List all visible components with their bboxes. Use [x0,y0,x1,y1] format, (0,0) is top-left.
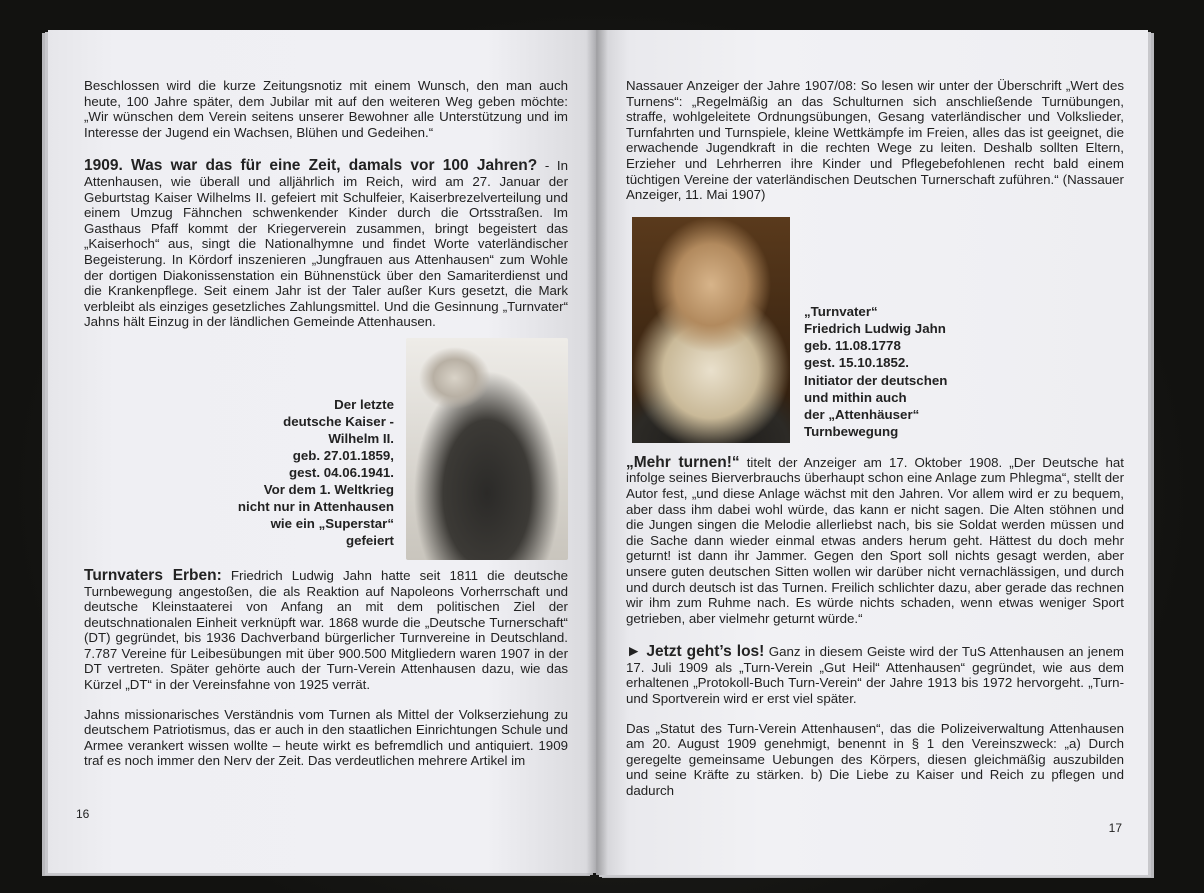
jahn-portrait [632,217,790,443]
left-intro-paragraph: Beschlossen wird die kurze Zeitungsnotiz mit einem Wunsch, den man auch heute, 100 Jahre später, dem Jubilar mit auf den weiteren Weg geben möchte: „Wir wünschen dem Verein seitens unserer Bewohner alle Unterstützung und im Interesse der Jugend ein Wachsen, Blühen und Gedeihen.“ [84,78,568,140]
section-mehr-turnen-paragraph [626,455,1124,627]
jahn-caption-line: und mithin auch [804,389,907,405]
kaiser-caption-line: wie ein „Superstar“ [270,515,394,531]
page-number-left: 16 [76,807,90,822]
kaiser-caption-line: gest. 04.06.1941. [289,464,394,480]
jahn-caption-line: Initiator der deutschen [804,372,948,388]
section-jetzt-gehts-los-text: Ganz in diesem Geiste wird der TuS Attenhausen an jenem 17. Juli 1909 als „Turn-Verein „Gut Heil“ Attenhausen“ gegründet, wie aus dem erhaltenen „Protokoll-Buch Turn-Verein“ der Jahre 1913 bis 1972 hervorgeht. „Turn- und Sportverein wird er erst viel später. [626,644,1124,707]
page-number-right: 17 [1108,821,1122,836]
kaiser-caption [238,396,394,549]
kaiser-caption-line: Wilhelm II. [328,430,394,446]
kaiser-caption-line: deutsche Kaiser - [283,413,394,429]
section-1909-paragraph [84,158,568,330]
kaiser-figure [84,338,568,560]
jahn-figure [632,217,1124,443]
jahn-caption-line: gest. 15.10.1852. [804,355,909,371]
section-jahn-paragraph: Jahns missionarisches Verständnis vom Turnen als Mittel der Volkserziehung zu deutschem Patriotismus, das er auch in den staatlichen Einrichtungen Schule und Armee verankert wissen wollte – heute wirkt es befremdlich und antiquiert. 1909 traf es noch immer den Nerv der Zeit. Das verdeutlichen mehrere Artikel im [84,706,568,769]
jahn-caption-line: geb. 11.08.1778 [804,338,901,354]
kaiser-caption-line: geb. 27.01.1859, [292,447,394,463]
book-gutter [586,30,608,875]
jahn-caption [804,303,947,441]
section-statut-paragraph: Das „Statut des Turn-Verein Attenhausen“, das die Polizeiverwaltung Attenhausen am 20. August 1909 genehmigt, benennt in § 1 den Vereinszweck: „a) Durch geregelte gemeinsame Uebungen des Körpers, diesen gleichmäßig auszubilden und seine Kräfte zu stärken. b) Die Liebe zu Kaiser und Reich zu pflegen und dadurch [626,720,1124,799]
section-1909-heading: 1909. Was war das für eine Zeit, damals vor 100 Jahren? [84,157,538,175]
kaiser-caption-line: nicht nur in Attenhausen [237,498,394,514]
section-erben-text: Friedrich Ludwig Jahn hatte seit 1811 die deutsche Turnbewegung angestoßen, die als Reaktion auf Napoleons Vorherrschaft und deutsche Kleinstaaterei von Anfang an mit dem politischen Ziel der deutschnationalen Einheit verknüpft war. 1868 wurde die „Deutsche Turnerschaft“ (DT) gegründet, bis 1936 Dachverband bürgerlicher Turnvereine in Deutschland. 7.787 Vereine für Leibesübungen mit über 900.500 Mitgliedern waren 1907 in der DT vertreten. Später gehörte auch der Turn-Verein Attenhausen dazu, wie das Kürzel „DT“ in der Vereinsfahne von 1925 verrät. [84,567,568,693]
kaiser-caption-line: Vor dem 1. Weltkrieg [263,481,394,497]
jahn-caption-line: Friedrich Ludwig Jahn [804,320,946,336]
section-jetzt-gehts-los-heading: ► Jetzt geht’s los! [626,643,765,661]
section-mehr-turnen-heading: „Mehr turnen!“ [626,453,740,471]
kaiser-wilhelm-portrait [406,338,568,560]
section-erben-heading: Turnvaters Erben: [84,566,222,584]
left-page [48,30,596,873]
jahn-caption-line: Turnbewegung [804,424,899,440]
jahn-caption-line: „Turnvater“ [804,303,878,319]
section-mehr-turnen-text: titelt der Anzeiger am 17. Oktober 1908. „Der Deutsche hat infolge seines Bierverbrauchs überhaupt schon eine Anlage zum Phlegma“, stellt der Autor fest, „und diese Anlage wächst mit den Jahren. Vor allem wird er zu bequem, aber dass ihm dabei wohl würde, das kann er nicht sagen. Die Alten stöhnen und die Jungen singen die Melodie allerliebst nach, bis sie Soldat werden müssen und die Sache dann wieder einmal etwas anders herum geht. Hättest du doch mehr geturnt! ist dann ihr Jammer. Gegen den Sport soll nichts gesagt werden, aber unsere guten deutschen Sitten wollen wir darüber nicht vernachlässigen, und durch und durch deutsch ist das Turnen. Freilich schlichter dazu, aber gerade das rechnen wir ihm zum Ruhme nach. Es würde nichts schaden, wenn etwas weniger Sport getrieben, aber vielmehr geturnt würde.“ [626,454,1124,626]
section-erben-paragraph [84,568,568,693]
kaiser-caption-line: gefeiert [345,532,394,548]
right-intro-paragraph: Nassauer Anzeiger der Jahre 1907/08: So lesen wir unter der Überschrift „Wert des Turnens“: „Regelmäßig an das Schulturnen sich anschließende Turnübungen, straffe, wohlgeleitete Ordnungsübungen, Gesang vaterländischer und Volkslieder, Turnfahrten und Turnspiele, kleine Wettkämpfe im Freien, alles das ist geeignet, die erwachende Jugendkraft in die rechten Wege zu leiten. Deshalb sollten Eltern, Erzieher und Lehrherren ihre Kinder und Pflegebefohlenen recht bald einem tüchtigen Vereine der vaterländischen Deutschen Turnerschaft zuführen.“ (Nassauer Anzeiger, 11. Mai 1907) [626,78,1124,203]
section-jetzt-gehts-los-paragraph [626,644,1124,706]
right-page [596,30,1148,875]
section-1909-text: - In Attenhausen, wie überall und alljährlich im Reich, wird am 27. Januar der Geburtstag Kaiser Wilhelms II. gefeiert mit Schulfeier, Kaiserbrezelverteilung und einem Umzug Fähnchen schwenkender Kinder durch die Ortsstraßen. Im Gasthaus Pfaff kommt der Kriegerverein zusammen, bringt begeistert das „Kaiserhoch“ aus, singt die Nationalhymne und findet Worte vaterländischer Begeisterung. In Kördorf inszenieren „Jungfrauen aus Attenhausen“ zum Wohle der dortigen Diakonissenstation ein Bühnenstück über den Samariterdienst und die Krankenpflege. Seit einem Jahr ist der Taler außer Kurs gesetzt, die Mark verbleibt als einziges gesetzliches Zahlungsmittel. Und die Gesinnung „Turnvater“ Jahns hält Einzug in der ländlichen Gemeinde Attenhausen. [84,158,568,330]
kaiser-caption-line: Der letzte [334,396,394,412]
jahn-caption-line: der „Attenhäuser“ [804,406,920,422]
